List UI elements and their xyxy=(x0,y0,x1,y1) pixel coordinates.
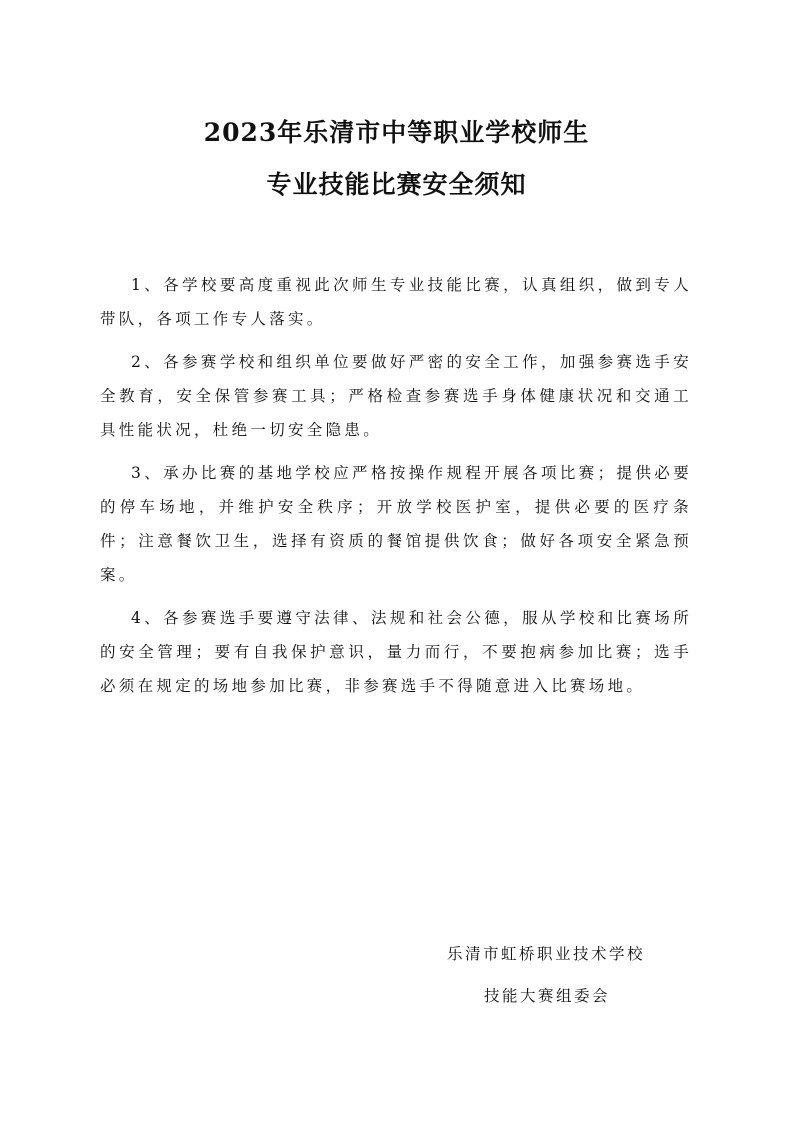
document-title-line-2: 专业技能比赛安全须知 xyxy=(266,170,527,199)
document-title-line-1: 2023年乐清市中等职业学校师生 xyxy=(203,118,590,147)
signature-committee: 技能大赛组委会 xyxy=(484,987,611,1005)
paragraph-2: 2、各参赛学校和组织单位要做好严密的安全工作，加强参赛选手安全教育，安全保管参赛工具；严格检查参赛选手身体健康状况和交通工具性能状况，杜绝一切安全隐患。 xyxy=(100,353,692,439)
signature-organization: 乐清市虹桥职业技术学校 xyxy=(447,945,646,963)
document-body xyxy=(100,268,692,712)
paragraph-1: 1、各学校要高度重视此次师生专业技能比赛，认真组织，做到专人带队，各项工作专人落实。 xyxy=(100,276,692,328)
paragraph-3: 3、承办比赛的基地学校应严格按操作规程开展各项比赛；提供必要的停车场地，并维护安全秩序；开放学校医护室，提供必要的医疗条件；注意餐饮卫生，选择有资质的餐馆提供饮食；做好各项安全紧急预案。 xyxy=(100,464,692,584)
paragraph-4: 4、各参赛选手要遵守法律、法规和社会公德，服从学校和比赛场所的安全管理；要有自我保护意识，量力而行，不要抱病参加比赛；选手必须在规定的场地参加比赛，非参赛选手不得随意进入比赛场地。 xyxy=(100,609,692,695)
